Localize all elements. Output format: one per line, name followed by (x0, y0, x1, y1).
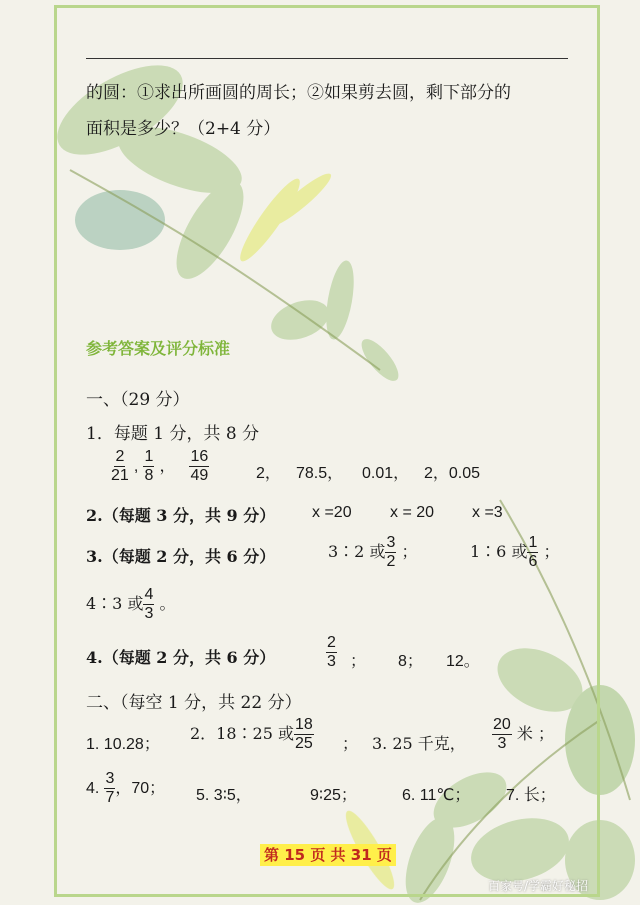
q2-label: 2.（每题 3 分，共 9 分） (86, 506, 276, 525)
q2-answer-1: x =20 (312, 504, 352, 521)
fraction: $\frac{1}{8}$ (144, 448, 154, 484)
q4-label: 4.（每题 2 分，共 6 分） (86, 648, 276, 667)
s2-answer-2: 2．18∶25 或 $\frac{18}{25}$ (190, 716, 313, 752)
fraction: $\frac{2}{3}$ (327, 634, 336, 670)
q1-value-4: 2，0.05 (424, 465, 481, 482)
s2-answer-sep: ； (342, 736, 359, 753)
q2-answer-3: x =3 (472, 504, 503, 521)
intro-line-1: 的圆：①求出所画圆的周长；②如果剪去圆，剩下部分的 (86, 83, 511, 103)
q3-label: 3.（每题 2 分，共 6 分） (86, 547, 276, 566)
answer-heading: 参考答案及评分标准 (86, 339, 231, 358)
fraction: $\frac{3}{2}$ (386, 534, 396, 570)
fraction: $\frac{3}{7}$ (105, 770, 115, 806)
section2-title: 二、（每空 1 分，共 22 分） (86, 693, 302, 713)
q4-answer-sep: ； (350, 653, 367, 670)
fraction: $\frac{4}{3}$ (144, 586, 154, 622)
s2-answer-8: 7. 长； (506, 787, 556, 804)
s2-answer-3: 3. 25 千克， (372, 734, 466, 753)
q3-answer-1: 3∶2 或 $\frac{3}{2}$ ； (328, 534, 418, 570)
q1-value-2: 78.5， (296, 465, 344, 482)
q3-answer-2: 1∶6 或 $\frac{1}{6}$ ； (470, 534, 560, 570)
q4-answers (326, 634, 337, 671)
fraction: $\frac{16}{49}$ (190, 448, 209, 484)
s2-answer-1: 1. 10.28； (86, 736, 160, 753)
s2-answer-3-fraction: $\frac{20}{3}$ 米 ； (493, 716, 554, 752)
section1-title: 一、（29 分） (86, 390, 190, 410)
fraction: $\frac{2}{21}$ (111, 448, 129, 484)
page-footer: 第 15 页 共 31 页 (260, 844, 396, 866)
top-rule (86, 58, 568, 59)
s2-answer-7: 6. 11℃； (402, 787, 471, 804)
q4-answer-2: 8； (398, 653, 423, 670)
fraction: $\frac{1}{6}$ (528, 534, 538, 570)
q1-value-3: 0.01， (362, 465, 410, 482)
q2-answer-2: x = 20 (390, 504, 435, 521)
q1-value-1: 2， (256, 465, 281, 482)
q1-label: 1．每题 1 分，共 8 分 (86, 424, 260, 444)
q1-answers: $\frac{2}{21}$ , $\frac{1}{8}$ ， $\frac{16}{49}$ (111, 448, 209, 484)
fraction: $\frac{20}{3}$ (493, 716, 511, 752)
s2-answer-6: 9∶25； (310, 787, 357, 804)
q3-answer-3: 4∶3 或 $\frac{4}{3}$ 。 (86, 586, 176, 622)
intro-line-2: 面积是多少？（2+4 分） (86, 119, 281, 139)
q4-answer-3: 12。 (446, 653, 480, 670)
s2-answer-4: 4. $\frac{3}{7}$ ，70； (86, 770, 166, 806)
s2-answer-5: 5. 3∶5， (196, 787, 252, 804)
fraction: $\frac{18}{25}$ (295, 716, 313, 752)
watermark: 百家号/学霸好秘招 (488, 879, 589, 893)
